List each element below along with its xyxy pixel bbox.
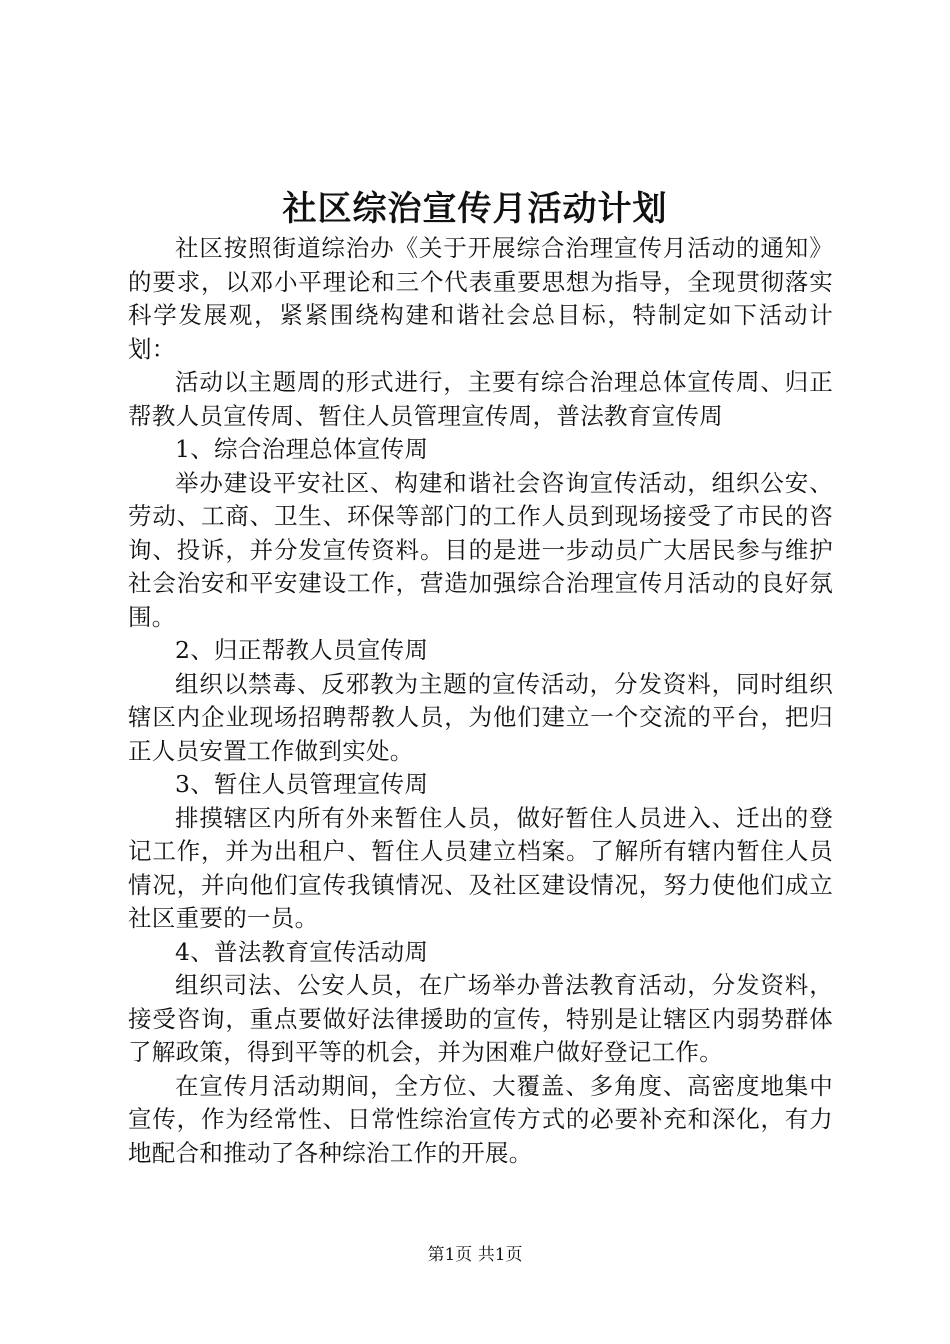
paragraph-section-4: 组织司法、公安人员，在广场举办普法教育活动，分发资料，接受咨询，重点要做好法律援助的宣传，特别是让辖区内弱势群体了解政策，得到平等的机会，并为困难户做好登记工作。 (128, 971, 833, 1066)
paragraph-conclusion: 在宣传月活动期间，全方位、大覆盖、多角度、高密度地集中宣传，作为经常性、日常性综治宣传方式的必要补充和深化，有力地配合和推动了各种综治工作的开展。 (128, 1071, 833, 1167)
paragraph-section-2: 组织以禁毒、反邪教为主题的宣传活动，分发资料，同时组织辖区内企业现场招聘帮教人员，为他们建立一个交流的平台，把归正人员安置工作做到实处。 (128, 669, 833, 765)
paragraph-intro: 社区按照街道综治办《关于开展综合治理宣传月活动的通知》的要求，以邓小平理论和三个代表重要思想为指导，全现贯彻落实科学发展观，紧紧围绕构建和谐社会总目标，特制定如下活动计划： (128, 234, 833, 363)
section-heading-4: 4、普法教育宣传活动周 (175, 937, 429, 966)
page-footer: 第1页 共1页 (427, 1245, 523, 1265)
section-heading-3: 3、暂住人员管理宣传周 (175, 770, 429, 798)
paragraph-overview: 活动以主题周的形式进行，主要有综合治理总体宣传周、归正帮教人员宣传周、暂住人员管理宣传周，普法教育宣传周 (128, 368, 833, 430)
paragraph-section-1: 举办建设平安社区、构建和谐社会咨询宣传活动，组织公安、劳动、工商、卫生、环保等部门的工作人员到现场接受了市民的咨询、投诉，并分发宣传资料。目的是进一步动员广大居民参与维护社会治安和平安建设工作，营造加强综合治理宣传月活动的良好氛围。 (128, 468, 833, 631)
document-body (128, 232, 833, 1170)
section-heading-2: 2、归正帮教人员宣传周 (175, 636, 429, 664)
document-title: 社区综治宣传月活动计划 (282, 189, 668, 229)
paragraph-section-3: 排摸辖区内所有外来暂住人员，做好暂住人员进入、迁出的登记工作，并为出租户、暂住人员建立档案。了解所有辖内暂住人员情况，并向他们宣传我镇情况、及社区建设情况，努力使他们成立社区重要的一员。 (128, 803, 833, 932)
section-heading-1: 1、综合治理总体宣传周 (175, 435, 429, 463)
